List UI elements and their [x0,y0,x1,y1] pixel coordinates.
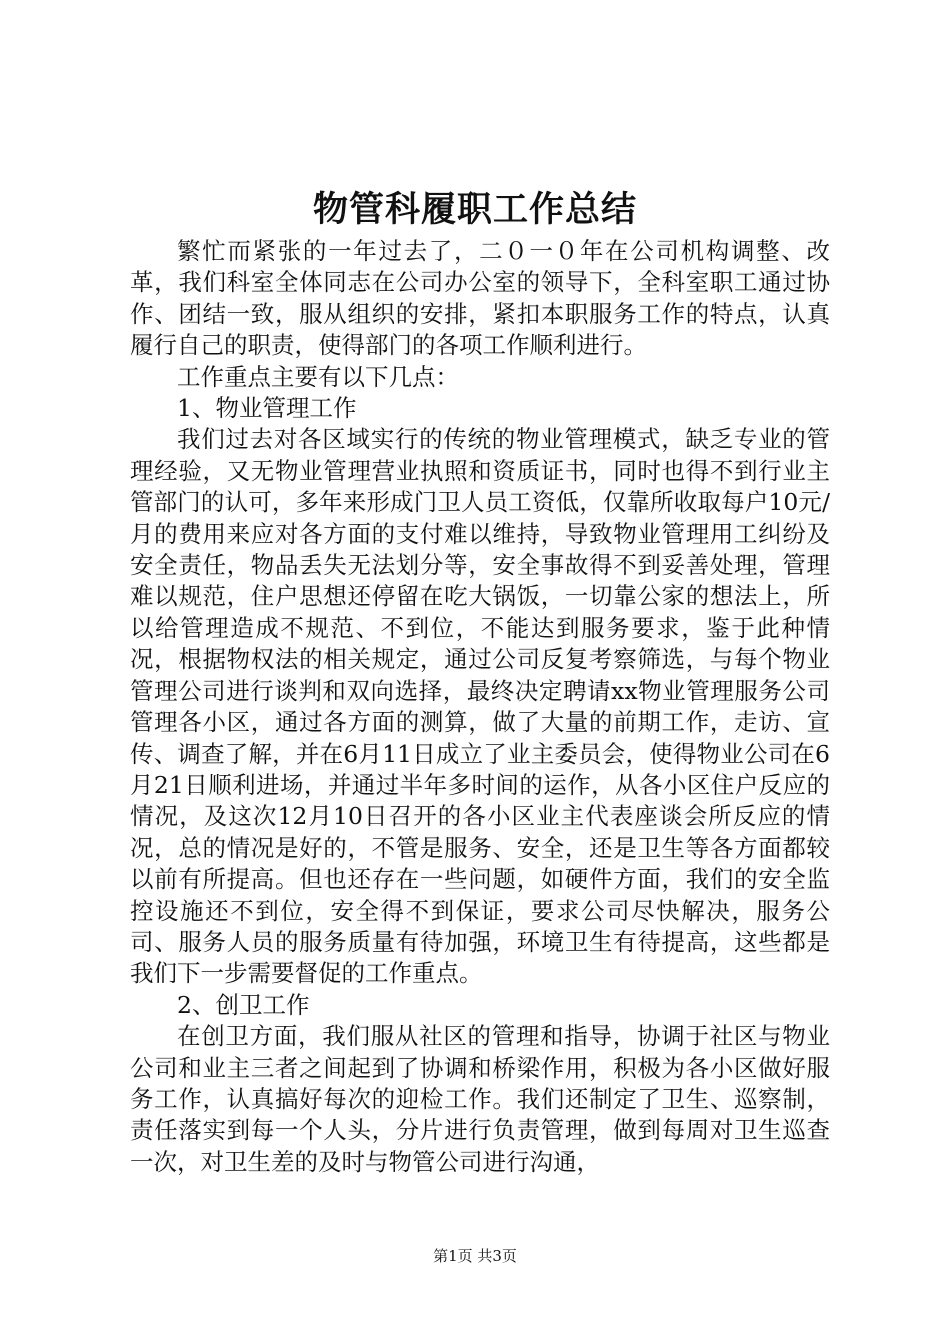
section-heading-sanitation: 2、创卫工作 [177,990,310,1019]
paragraph-intro: 繁忙而紧张的一年过去了，二０一０年在公司机构调整、改革，我们科室全体同志在公司办公室的领导下，全科室职工通过协作、团结一致，服从组织的安排，紧扣本职服务工作的特点，认真履行自己的职责，使得部门的各项工作顺利进行。 [130,237,830,360]
paragraph-key-points: 工作重点主要有以下几点： [177,362,459,391]
paragraph-sanitation: 在创卫方面，我们服从社区的管理和指导，协调于社区与物业公司和业主三者之间起到了协调和桥梁作用，积极为各小区做好服务工作，认真搞好每次的迎检工作。我们还制定了卫生、巡察制，责任落实到每一个人头，分片进行负责管理，做到每周对卫生巡查一次，对卫生差的及时与物管公司进行沟通， [130,1022,830,1176]
paragraph-property-management: 我们过去对各区域实行的传统的物业管理模式，缺乏专业的管理经验，又无物业管理营业执照和资质证书，同时也得不到行业主管部门的认可，多年来形成门卫人员工资低，仅靠所收取每户10元/月的费用来应对各方面的支付难以维持，导致物业管理用工纠纷及安全责任，物品丢失无法划分等，安全事故得不到妥善处理，管理难以规范，住户思想还停留在吃大锅饭，一切靠公家的想法上，所以给管理造成不规范、不到位，不能达到服务要求，鉴于此种情况，根据物权法的相关规定，通过公司反复考察筛选，与每个物业管理公司进行谈判和双向选择，最终决定聘请xx物业管理服务公司管理各小区，通过各方面的测算，做了大量的前期工作，走访、宣传、调查了解，并在6月11日成立了业主委员会，使得物业公司在6月21日顺利进场，并通过半年多时间的运作，从各小区住户反应的情况，及这次12月10日召开的各小区业主代表座谈会所反应的情况，总的情况是好的，不管是服务、安全，还是卫生等各方面都较以前有所提高。但也还存在一些问题，如硬件方面，我们的安全监控设施还不到位，安全得不到保证，要求公司尽快解决，服务公司、服务人员的服务质量有待加强，环境卫生有待提高，这些都是我们下一步需要督促的工作重点。 [130,425,830,988]
page-number-footer: 第1页 共3页 [433,1247,517,1265]
document-title: 物管科履职工作总结 [312,189,637,230]
section-heading-property-management: 1、物业管理工作 [177,394,357,423]
document-body [130,236,830,1178]
